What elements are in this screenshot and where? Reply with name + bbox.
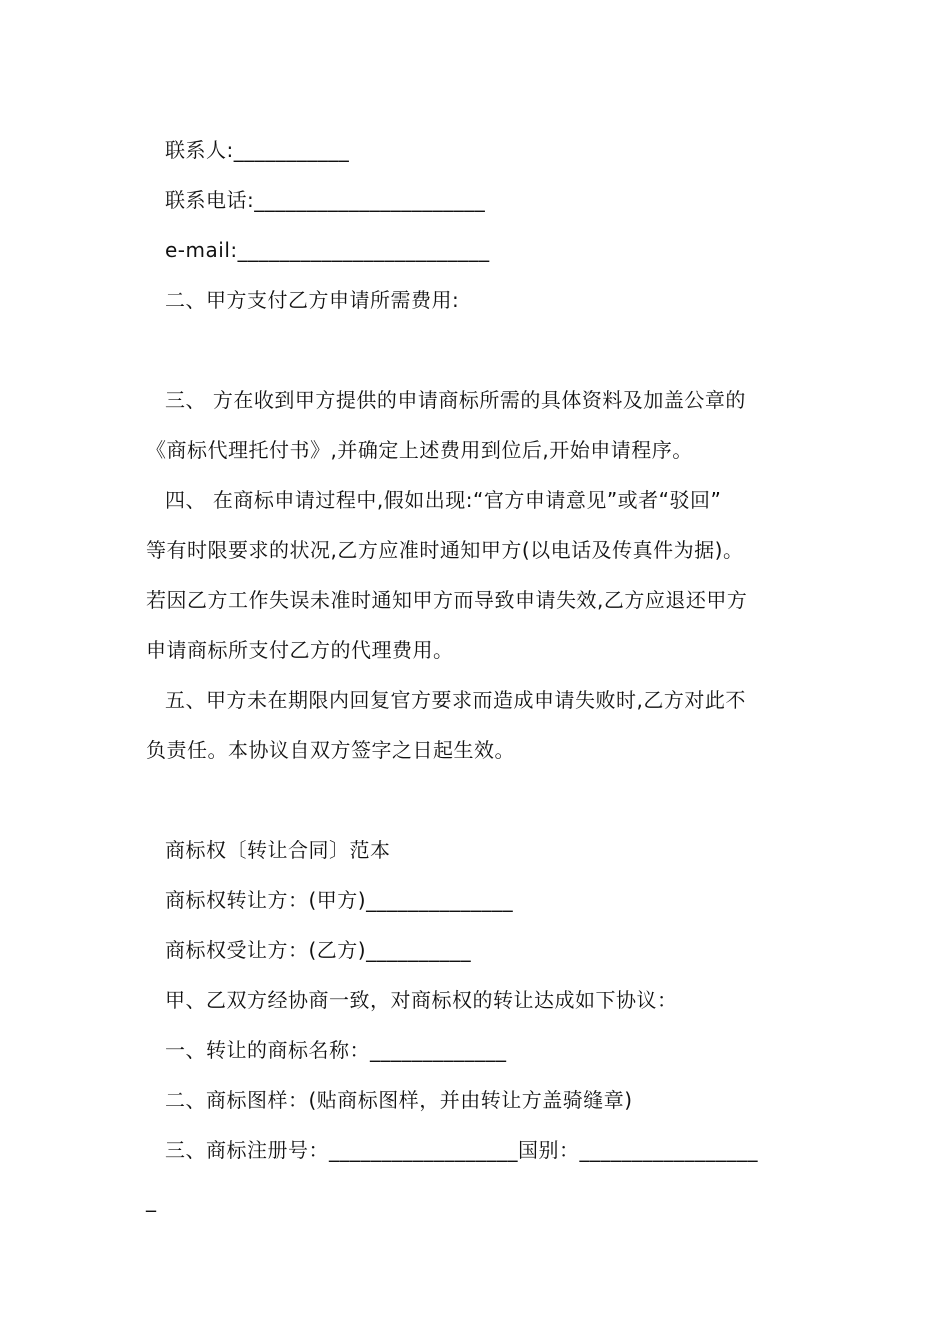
contact-person-line: 联系人:___________ — [165, 138, 350, 162]
trailing-underline: _ — [146, 1188, 157, 1212]
clause-five-line-1: 五、甲方未在期限内回复官方要求而造成申请失败时,乙方对此不 — [165, 688, 746, 712]
clause-five-line-2: 负责任。本协议自双方签字之日起生效。 — [146, 738, 515, 762]
clause-four-line-3: 若因乙方工作失误未准时通知甲方而导致申请失效,乙方应退还甲方 — [146, 588, 748, 612]
agreement-intro: 甲、乙双方经协商一致，对商标权的转让达成如下协议： — [165, 988, 678, 1012]
email-line: e-mail:________________________ — [165, 238, 490, 262]
item-one-trademark-name: 一、转让的商标名称：_____________ — [165, 1038, 507, 1062]
clause-three-line-1: 三、 方在收到甲方提供的申请商标所需的具体资料及加盖公章的 — [165, 388, 746, 412]
transferor-line: 商标权转让方：(甲方)______________ — [165, 888, 514, 912]
clause-four-line-4: 申请商标所支付乙方的代理费用。 — [146, 638, 454, 662]
item-two-trademark-image: 二、商标图样：(贴商标图样，并由转让方盖骑缝章) — [165, 1088, 633, 1112]
contract-title: 商标权〔转让合同〕范本 — [165, 838, 391, 862]
clause-two-fees: 二、甲方支付乙方申请所需费用: — [165, 288, 460, 312]
transferee-line: 商标权受让方：(乙方)__________ — [165, 938, 472, 962]
contact-phone-line: 联系电话:______________________ — [165, 188, 486, 212]
item-three-registration-number: 三、商标注册号：__________________国别：_________________ — [165, 1138, 758, 1162]
clause-three-line-2: 《商标代理托付书》,并确定上述费用到位后,开始申请程序。 — [146, 438, 693, 462]
clause-four-line-2: 等有时限要求的状况,乙方应准时通知甲方(以电话及传真件为据)。 — [146, 538, 744, 562]
clause-four-line-1: 四、 在商标申请过程中,假如出现:“官方申请意见”或者“驳回” — [165, 488, 722, 512]
